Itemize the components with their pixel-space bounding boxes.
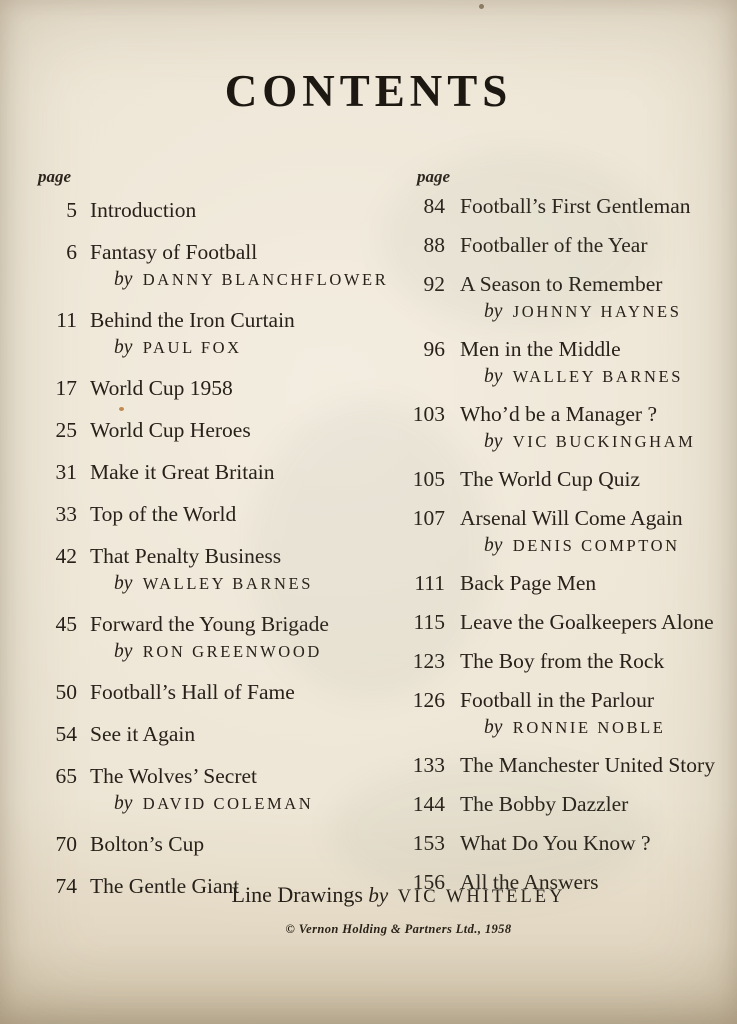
- toc-entry-title: The Boy from the Rock: [460, 649, 665, 673]
- toc-entry-byline: [114, 266, 388, 292]
- toc-entry-byline: [484, 714, 665, 740]
- toc-entry-title: Arsenal Will Come Again: [460, 506, 683, 530]
- toc-entry-body: [90, 501, 236, 528]
- byline-by: by: [484, 431, 503, 452]
- toc-entry: [405, 193, 735, 220]
- toc-entry: [38, 721, 393, 748]
- byline-by: by: [114, 337, 133, 358]
- toc-entry-title: Forward the Young Brigade: [90, 612, 329, 636]
- toc-entry: [405, 466, 735, 493]
- toc-entry-title: The Bobby Dazzler: [460, 792, 629, 816]
- byline-author: DAVID COLEMAN: [142, 794, 314, 813]
- toc-entry-page-number: 96: [423, 337, 445, 361]
- toc-entry-page-number: 126: [412, 688, 445, 712]
- toc-entry-page-number: 144: [412, 792, 445, 816]
- toc-entry: [38, 459, 393, 486]
- toc-entry-title: Back Page Men: [460, 571, 597, 595]
- toc-entry-body: [90, 459, 274, 486]
- toc-entry-title: The Gentle Giant: [90, 874, 240, 898]
- toc-entry-title: Introduction: [90, 198, 197, 222]
- toc-entry-page-number: 11: [56, 308, 77, 332]
- toc-entry-page-number: 6: [66, 240, 77, 264]
- credit-by: by: [368, 883, 389, 907]
- toc-entry-title: Make it Great Britain: [90, 460, 275, 484]
- toc-entry-page-number: 107: [412, 506, 445, 530]
- byline-by: by: [114, 793, 133, 814]
- toc-entry: [405, 232, 735, 259]
- toc-entry-body: [90, 763, 313, 816]
- toc-entry-body: [460, 752, 715, 779]
- toc-entry-page-number: 74: [55, 874, 77, 898]
- toc-entry-page-number: 123: [412, 649, 445, 673]
- toc-entry-title: Football’s First Gentleman: [460, 194, 691, 218]
- toc-entry: [405, 505, 735, 558]
- toc-entry-page-number: 50: [55, 680, 77, 704]
- toc-entry-page-number: 156: [412, 870, 445, 894]
- toc-entry-byline: [114, 570, 313, 596]
- byline-by: by: [114, 573, 133, 594]
- toc-entry-page-number: 45: [55, 612, 77, 636]
- toc-entry-page-number: 153: [412, 831, 445, 855]
- byline-author: RON GREENWOOD: [142, 642, 322, 661]
- toc-entry-page-number: 42: [55, 544, 77, 568]
- credit-prefix: Line Drawings: [231, 882, 363, 907]
- toc-entry-page-number: 92: [423, 272, 445, 296]
- toc-entry: [405, 830, 735, 857]
- toc-entry: [38, 239, 393, 292]
- copyright-notice: © Vernon Holding & Partners Ltd., 1958: [285, 922, 512, 936]
- toc-entry-title: World Cup 1958: [90, 376, 233, 400]
- toc-entry: [38, 611, 393, 664]
- toc-entry: [38, 763, 393, 816]
- byline-author: WALLEY BARNES: [142, 574, 314, 593]
- page-title: CONTENTS: [224, 66, 513, 116]
- toc-entry-page-number: 17: [55, 376, 77, 400]
- toc-entry-title: A Season to Remember: [460, 272, 663, 296]
- toc-entry: [405, 609, 735, 636]
- toc-entry-title: World Cup Heroes: [90, 418, 251, 442]
- toc-entry-title: Men in the Middle: [460, 337, 621, 361]
- toc-entry-byline: [484, 298, 682, 324]
- toc-entry-page-number: 31: [55, 460, 77, 484]
- toc-entry-byline: [114, 638, 329, 664]
- byline-author: JOHNNY HAYNES: [512, 302, 682, 321]
- byline-by: by: [114, 641, 133, 662]
- toc-entry: [38, 197, 393, 224]
- toc-entry-body: [90, 375, 233, 402]
- toc-entry-page-number: 133: [412, 753, 445, 777]
- toc-entry: [38, 831, 393, 858]
- toc-entry-title: The Wolves’ Secret: [90, 764, 258, 788]
- toc-entry-body: [90, 197, 196, 224]
- toc-entry: [405, 336, 735, 389]
- byline-by: by: [484, 535, 503, 556]
- credit-artist: VIC WHITELEY: [397, 887, 566, 907]
- byline-by: by: [484, 301, 503, 322]
- toc-entry-title: Football in the Parlour: [460, 688, 655, 712]
- toc-entry-body: [460, 232, 648, 259]
- toc-entry-body: [460, 648, 664, 675]
- toc-entry-title: Fantasy of Football: [90, 240, 258, 264]
- byline-by: by: [484, 366, 503, 387]
- toc-entry: [405, 791, 735, 818]
- toc-entry-page-number: 25: [55, 418, 77, 442]
- toc-entry-body: [90, 543, 313, 596]
- toc-entry-byline: [484, 363, 683, 389]
- line-drawings-credit: [30, 882, 737, 910]
- toc-entry-byline: [114, 334, 295, 360]
- toc-entry-page-number: 105: [412, 467, 445, 491]
- toc-entry: [38, 375, 393, 402]
- toc-entry-body: [90, 611, 329, 664]
- toc-entry-page-number: 65: [55, 764, 77, 788]
- page-column-label: page: [38, 167, 72, 186]
- toc-entry-body: [90, 307, 295, 360]
- toc-entry: [405, 570, 735, 597]
- toc-entry-title: Top of the World: [90, 502, 237, 526]
- toc-entry-page-number: 5: [66, 198, 77, 222]
- toc-entry-body: [90, 831, 204, 858]
- toc-entry-page-number: 33: [55, 502, 77, 526]
- toc-entry-byline: [484, 532, 683, 558]
- toc-entry-title: Football’s Hall of Fame: [90, 680, 295, 704]
- page-column-label: page: [417, 167, 451, 186]
- toc-entry-title: Bolton’s Cup: [90, 832, 205, 856]
- toc-entry-page-number: 54: [55, 722, 77, 746]
- toc-entry-body: [460, 830, 651, 857]
- byline-author: RONNIE NOBLE: [512, 718, 666, 737]
- byline-by: by: [114, 269, 133, 290]
- toc-entry-title: What Do You Know ?: [460, 831, 651, 855]
- toc-entry-title: See it Again: [90, 722, 196, 746]
- toc-entry-body: [460, 791, 628, 818]
- toc-entry-page-number: 88: [423, 233, 445, 257]
- toc-entry-body: [460, 570, 596, 597]
- toc-entry-body: [460, 505, 683, 558]
- toc-entry-body: [90, 721, 195, 748]
- toc-entry-title: The Manchester United Story: [460, 753, 715, 777]
- toc-entry: [405, 752, 735, 779]
- toc-entry: [38, 543, 393, 596]
- toc-entry-body: [460, 336, 683, 389]
- toc-entry-body: [460, 466, 640, 493]
- byline-author: VIC BUCKINGHAM: [512, 432, 696, 451]
- toc-entry: [38, 307, 393, 360]
- toc-entry-title: That Penalty Business: [90, 544, 282, 568]
- toc-entry-title: All the Answers: [460, 870, 599, 894]
- byline-author: WALLEY BARNES: [512, 367, 684, 386]
- toc-column-right: [393, 166, 735, 894]
- toc-entry: [405, 271, 735, 324]
- toc-entry-body: [460, 401, 695, 454]
- toc-entry-page-number: 70: [55, 832, 77, 856]
- toc-entry: [405, 401, 735, 454]
- toc-entry-page-number: 115: [413, 610, 445, 634]
- toc-entry-page-number: 84: [423, 194, 445, 218]
- byline-by: by: [484, 717, 503, 738]
- byline-author: DANNY BLANCHFLOWER: [142, 270, 389, 289]
- toc-entry: [38, 501, 393, 528]
- toc-entry: [405, 687, 735, 740]
- toc-entry: [405, 648, 735, 675]
- toc-entry-body: [460, 271, 682, 324]
- toc-entry-body: [460, 687, 665, 740]
- byline-author: DENIS COMPTON: [512, 536, 680, 555]
- toc-entry-body: [460, 193, 691, 220]
- toc-entry-body: [460, 609, 714, 636]
- toc-entry-title: The World Cup Quiz: [460, 467, 640, 491]
- toc-entry: [38, 679, 393, 706]
- toc-entry-title: Behind the Iron Curtain: [90, 308, 295, 332]
- toc-entry-body: [90, 417, 251, 444]
- toc-entry-title: Leave the Goalkeepers Alone: [460, 610, 714, 634]
- toc-entry-title: Footballer of the Year: [460, 233, 648, 257]
- toc-entry-body: [90, 239, 388, 292]
- toc-entry-page-number: 111: [414, 571, 445, 595]
- toc-entry-byline: [484, 428, 695, 454]
- toc-entry-title: Who’d be a Manager ?: [460, 402, 657, 426]
- toc-entry-page-number: 103: [412, 402, 445, 426]
- byline-author: PAUL FOX: [142, 338, 242, 357]
- toc-entry: [38, 417, 393, 444]
- toc-entry-body: [90, 679, 295, 706]
- toc-entry-byline: [114, 790, 313, 816]
